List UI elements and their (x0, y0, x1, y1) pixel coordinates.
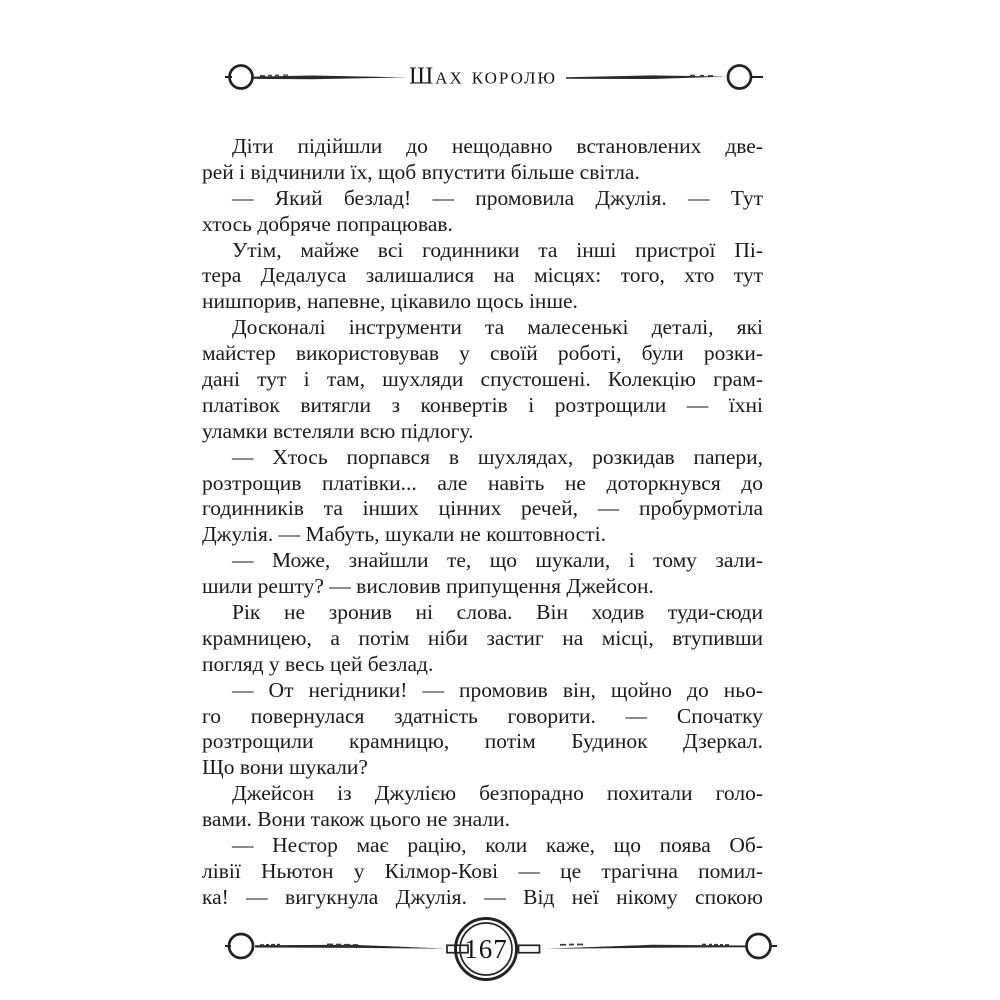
text-line: шили решту? — висловив припущення Джейсон. (202, 574, 654, 599)
text-line: годинників та інших цінних речей, — пробурмотіла (202, 496, 763, 521)
text-line: го повернулася здатність говорити. — Спочатку (202, 703, 763, 728)
text-line: — Який безлад! — промовила Джулія. — Тут (232, 185, 763, 210)
body-text (202, 134, 763, 911)
text-line: ка! — вигукнула Джулія. — Від неї нікому спокою (202, 884, 763, 909)
page-number: 167 (464, 933, 508, 964)
text-line: уламки встеляли всю підлогу. (202, 418, 474, 443)
text-line: — Може, знайшли те, що шукали, і тому зали- (232, 548, 763, 573)
text-line: Джулія. — Мабуть, шукали не коштовності. (202, 522, 606, 547)
text-line: розтрощили крамницю, потім Будинок Дзеркал. (202, 729, 763, 754)
text-line: хтось добряче попрацював. (202, 211, 453, 236)
text-line: нишпорив, напевне, цікавило щось інше. (202, 289, 578, 314)
running-header (222, 59, 778, 95)
text-line: Досконалі інструменти та малесенькі деталі, які (232, 315, 763, 340)
text-line: вами. Вони також цього не знали. (202, 807, 510, 832)
text-line: Джейсон із Джулією безпорадно похитали голо- (232, 781, 763, 806)
text-line: Утім, майже всі годинники та інші пристрої Пі- (232, 237, 763, 262)
text-line: дані тут і там, шухляди спустошені. Колекцію грам- (202, 367, 763, 392)
text-line: крамницею, а потім ніби застиг на місці, втупивши (202, 625, 763, 650)
running-header-title: Шах королю (408, 63, 558, 90)
page-footer (222, 916, 778, 986)
text-line: рей і відчинили їх, щоб впустити більше світла. (202, 159, 640, 184)
text-line: — Хтось порпався в шухлядах, розкидав папери, (232, 444, 763, 469)
text-line: платівок витягли з конвертів і розтрощили — їхні (202, 392, 763, 417)
text-line: майстер використовував у своїй роботі, були розки- (202, 341, 763, 366)
text-line: — Нестор має рацію, коли каже, що поява Об- (232, 833, 763, 858)
text-line: — От негідники! — промовив він, щойно до ньо- (232, 677, 763, 702)
text-line: лівії Ньютон у Кілмор-Кові — це трагічна помил- (202, 858, 763, 883)
text-line: Діти підійшли до нещодавно встановлених две- (232, 134, 763, 158)
text-line: Що вони шукали? (202, 755, 368, 780)
text-line: розтрощив платівки... але навіть не доторкнувся до (202, 470, 763, 495)
text-line: погляд у весь цей безлад. (202, 651, 434, 676)
text-line: тера Дедалуса залишалися на місцях: того, хто тут (202, 263, 763, 288)
text-line: Рік не зронив ні слова. Він ходив туди-сюди (232, 600, 763, 625)
